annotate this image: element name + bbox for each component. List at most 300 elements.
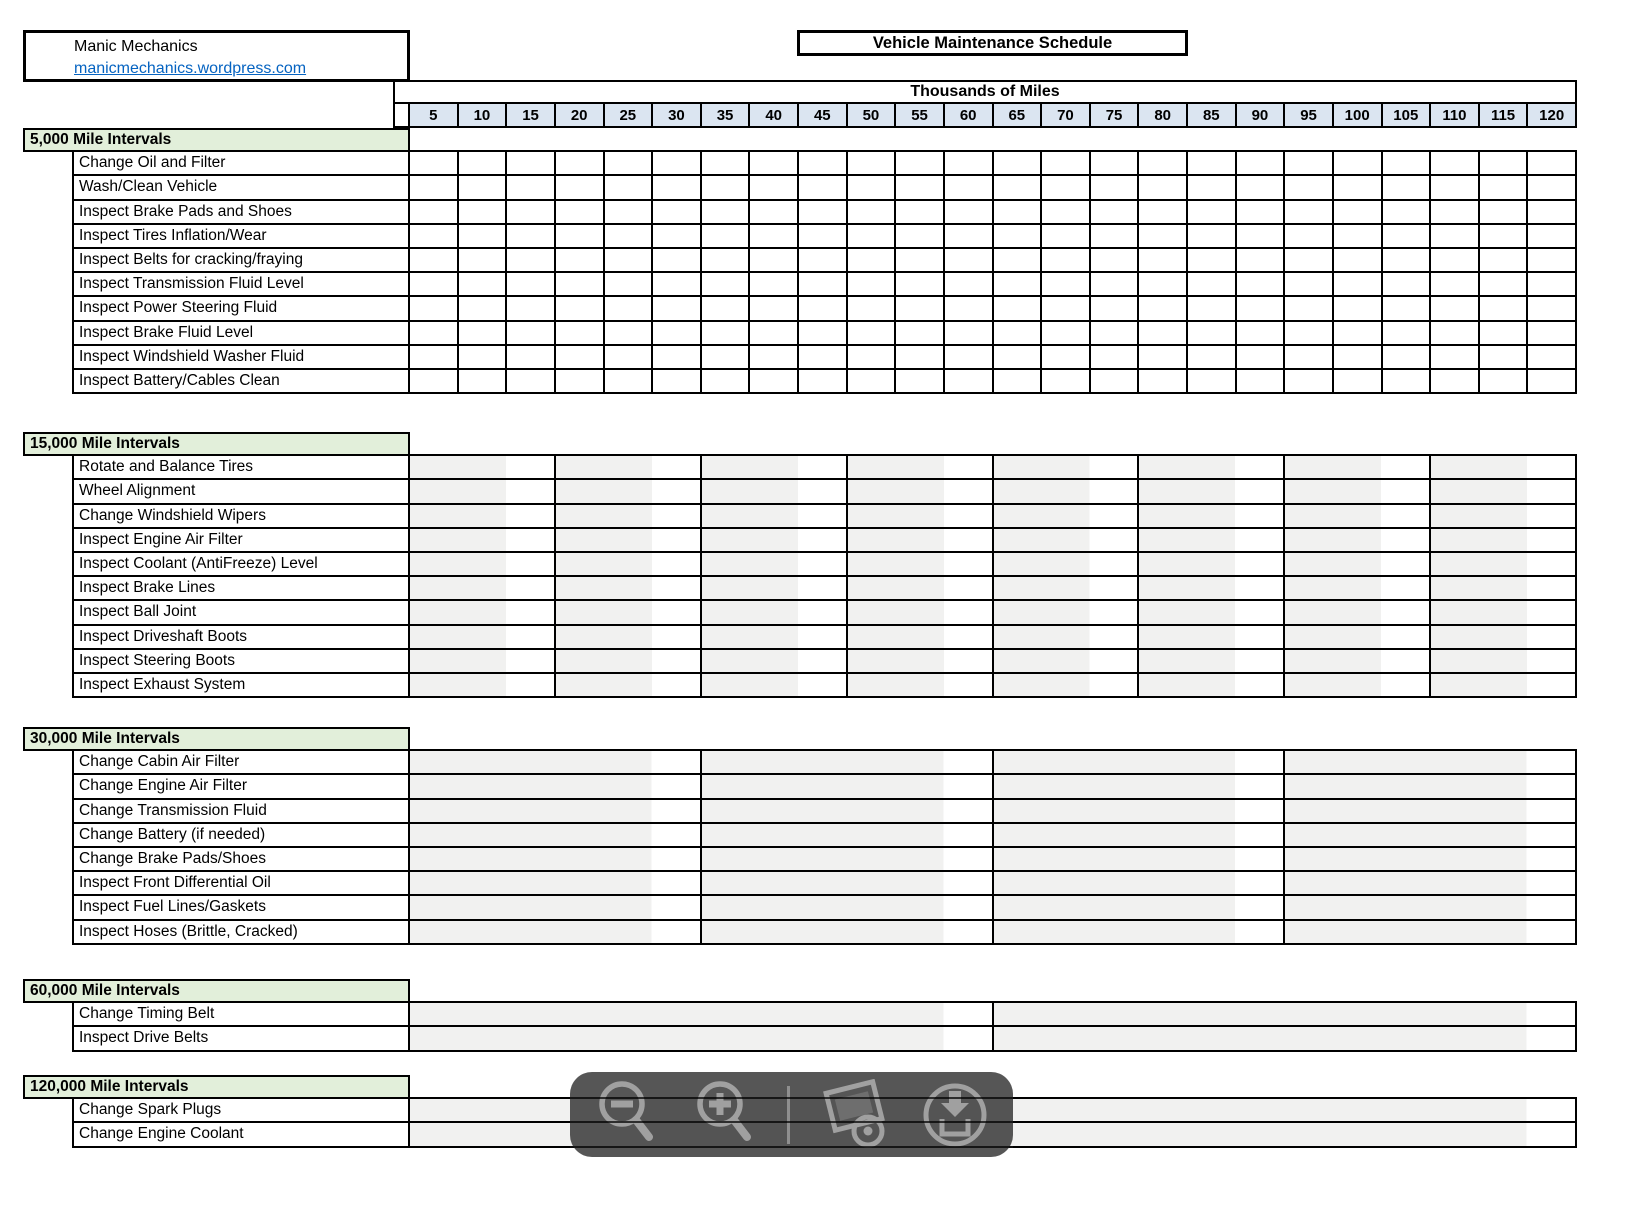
schedule-cell bbox=[945, 322, 994, 344]
schedule-cell bbox=[1431, 505, 1577, 527]
schedule-row-grid bbox=[410, 249, 1577, 271]
schedule-cell bbox=[410, 480, 556, 502]
schedule-cell bbox=[994, 921, 1286, 943]
schedule-cell bbox=[1139, 322, 1188, 344]
schedule-cell bbox=[605, 370, 654, 392]
page-title: Vehicle Maintenance Schedule bbox=[797, 30, 1188, 56]
schedule-cell bbox=[1091, 322, 1140, 344]
task-label: Inspect Driveshaft Boots bbox=[72, 626, 410, 648]
schedule-cell bbox=[1285, 456, 1431, 478]
schedule-cell bbox=[410, 297, 459, 319]
schedule-row-grid bbox=[410, 176, 1577, 198]
schedule-cell bbox=[799, 297, 848, 319]
schedule-cell bbox=[410, 848, 702, 870]
task-row bbox=[72, 626, 1577, 650]
schedule-cell bbox=[702, 800, 994, 822]
schedule-cell bbox=[1480, 201, 1529, 223]
task-row bbox=[72, 225, 1577, 249]
task-label: Rotate and Balance Tires bbox=[72, 456, 410, 478]
schedule-cell bbox=[1334, 370, 1383, 392]
schedule-cell bbox=[750, 201, 799, 223]
task-row bbox=[72, 346, 1577, 370]
schedule-cell bbox=[799, 370, 848, 392]
schedule-cell bbox=[1285, 505, 1431, 527]
schedule-cell bbox=[1480, 322, 1529, 344]
section-rows bbox=[72, 150, 1577, 394]
task-label: Inspect Brake Fluid Level bbox=[72, 322, 410, 344]
schedule-cell bbox=[848, 456, 994, 478]
schedule-cell bbox=[1285, 650, 1431, 672]
schedule-cell bbox=[1091, 346, 1140, 368]
schedule-cell bbox=[848, 650, 994, 672]
schedule-cell bbox=[896, 249, 945, 271]
schedule-cell bbox=[410, 249, 459, 271]
mile-column-header: 15 bbox=[507, 104, 556, 126]
task-label: Change Battery (if needed) bbox=[72, 824, 410, 846]
schedule-cell bbox=[410, 751, 702, 773]
task-row bbox=[72, 775, 1577, 799]
schedule-cell bbox=[410, 896, 702, 918]
schedule-cell bbox=[848, 152, 897, 174]
schedule-cell bbox=[1237, 201, 1286, 223]
schedule-cell bbox=[1528, 322, 1577, 344]
schedule-cell bbox=[459, 225, 508, 247]
schedule-cell bbox=[1334, 225, 1383, 247]
schedule-cell bbox=[410, 273, 459, 295]
mile-column-header: 85 bbox=[1188, 104, 1237, 126]
schedule-cell bbox=[1188, 176, 1237, 198]
schedule-cell bbox=[1285, 848, 1577, 870]
schedule-cell bbox=[799, 249, 848, 271]
schedule-cell bbox=[1431, 650, 1577, 672]
task-label: Wash/Clean Vehicle bbox=[72, 176, 410, 198]
schedule-cell bbox=[1091, 370, 1140, 392]
section-header: 60,000 Mile Intervals bbox=[23, 979, 410, 1003]
schedule-cell bbox=[702, 824, 994, 846]
schedule-cell bbox=[1285, 297, 1334, 319]
schedule-cell bbox=[1139, 601, 1285, 623]
schedule-row-grid bbox=[410, 674, 1577, 696]
schedule-cell bbox=[702, 273, 751, 295]
schedule-cell bbox=[1188, 370, 1237, 392]
schedule-row-grid bbox=[410, 456, 1577, 478]
mile-column-header: 60 bbox=[945, 104, 994, 126]
schedule-cell bbox=[896, 370, 945, 392]
schedule-cell bbox=[653, 152, 702, 174]
schedule-cell bbox=[1188, 273, 1237, 295]
schedule-cell bbox=[994, 322, 1043, 344]
task-row bbox=[72, 751, 1577, 775]
schedule-cell bbox=[410, 650, 556, 672]
schedule-cell bbox=[410, 674, 556, 696]
schedule-cell bbox=[410, 505, 556, 527]
schedule-cell bbox=[1431, 176, 1480, 198]
schedule-cell bbox=[848, 273, 897, 295]
schedule-cell bbox=[653, 249, 702, 271]
schedule-cell bbox=[945, 201, 994, 223]
schedule-cell bbox=[994, 775, 1286, 797]
schedule-cell bbox=[994, 674, 1140, 696]
schedule-cell bbox=[605, 322, 654, 344]
schedule-cell bbox=[605, 176, 654, 198]
schedule-cell bbox=[1042, 249, 1091, 271]
task-label: Inspect Power Steering Fluid bbox=[72, 297, 410, 319]
schedule-cell bbox=[1480, 346, 1529, 368]
task-label: Inspect Engine Air Filter bbox=[72, 529, 410, 551]
schedule-row-grid bbox=[410, 322, 1577, 344]
schedule-cell bbox=[1383, 176, 1432, 198]
schedule-cell bbox=[605, 346, 654, 368]
schedule-cell bbox=[507, 152, 556, 174]
schedule-cell bbox=[1139, 201, 1188, 223]
schedule-cell bbox=[459, 249, 508, 271]
schedule-cell bbox=[994, 601, 1140, 623]
task-label: Inspect Brake Lines bbox=[72, 577, 410, 599]
schedule-cell bbox=[410, 577, 556, 599]
schedule-cell bbox=[994, 249, 1043, 271]
task-row bbox=[72, 370, 1577, 394]
schedule-cell bbox=[556, 553, 702, 575]
schedule-cell bbox=[750, 176, 799, 198]
schedule-cell bbox=[410, 176, 459, 198]
schedule-cell bbox=[896, 297, 945, 319]
schedule-cell bbox=[1431, 225, 1480, 247]
schedule-cell bbox=[1528, 346, 1577, 368]
schedule-cell bbox=[1528, 152, 1577, 174]
schedule-cell bbox=[702, 921, 994, 943]
schedule-cell bbox=[945, 225, 994, 247]
schedule-cell bbox=[848, 601, 994, 623]
schedule-cell bbox=[459, 297, 508, 319]
mile-column-header: 50 bbox=[848, 104, 897, 126]
schedule-cell bbox=[848, 626, 994, 648]
task-label: Inspect Tires Inflation/Wear bbox=[72, 225, 410, 247]
zoom-out-icon[interactable] bbox=[592, 1076, 664, 1154]
schedule-cell bbox=[1431, 601, 1577, 623]
schedule-cell bbox=[507, 176, 556, 198]
grid-line-over-toolbar bbox=[570, 1097, 1013, 1099]
schedule-cell bbox=[702, 456, 848, 478]
schedule-row-grid bbox=[410, 529, 1577, 551]
schedule-cell bbox=[1285, 872, 1577, 894]
schedule-cell bbox=[1383, 273, 1432, 295]
schedule-cell bbox=[459, 322, 508, 344]
task-row bbox=[72, 601, 1577, 625]
schedule-cell bbox=[896, 273, 945, 295]
schedule-cell bbox=[994, 297, 1043, 319]
schedule-cell bbox=[410, 872, 702, 894]
schedule-cell bbox=[1091, 225, 1140, 247]
schedule-cell bbox=[1042, 201, 1091, 223]
schedule-cell bbox=[702, 297, 751, 319]
schedule-cell bbox=[994, 1003, 1578, 1025]
schedule-cell bbox=[1431, 577, 1577, 599]
schedule-cell bbox=[896, 152, 945, 174]
schedule-row-grid bbox=[410, 201, 1577, 223]
schedule-cell bbox=[653, 370, 702, 392]
schedule-cell bbox=[994, 896, 1286, 918]
schedule-cell bbox=[750, 370, 799, 392]
task-label: Inspect Ball Joint bbox=[72, 601, 410, 623]
schedule-cell bbox=[1091, 176, 1140, 198]
schedule-cell bbox=[994, 152, 1043, 174]
grid-line-over-toolbar bbox=[570, 1146, 1013, 1148]
schedule-cell bbox=[848, 201, 897, 223]
task-row bbox=[72, 848, 1577, 872]
schedule-cell bbox=[994, 577, 1140, 599]
schedule-cell bbox=[848, 370, 897, 392]
schedule-cell bbox=[556, 456, 702, 478]
schedule-cell bbox=[1188, 152, 1237, 174]
task-row bbox=[72, 152, 1577, 176]
schedule-cell bbox=[945, 370, 994, 392]
schedule-row-grid bbox=[410, 896, 1577, 918]
schedule-cell bbox=[1139, 152, 1188, 174]
schedule-cell bbox=[750, 225, 799, 247]
task-label: Change Engine Coolant bbox=[72, 1123, 410, 1145]
task-label: Change Cabin Air Filter bbox=[72, 751, 410, 773]
download-icon[interactable] bbox=[919, 1079, 991, 1151]
schedule-cell bbox=[410, 529, 556, 551]
schedule-row-grid bbox=[410, 824, 1577, 846]
schedule-cell bbox=[410, 921, 702, 943]
schedule-cell bbox=[653, 297, 702, 319]
schedule-cell bbox=[945, 297, 994, 319]
schedule-cell bbox=[702, 848, 994, 870]
schedule-cell bbox=[702, 322, 751, 344]
schedule-cell bbox=[556, 176, 605, 198]
schedule-cell bbox=[1139, 370, 1188, 392]
schedule-cell bbox=[1237, 322, 1286, 344]
schedule-row-grid bbox=[410, 297, 1577, 319]
mile-column-header: 100 bbox=[1334, 104, 1383, 126]
company-link[interactable]: manicmechanics.wordpress.com bbox=[74, 60, 307, 77]
schedule-cell bbox=[1139, 626, 1285, 648]
schedule-cell bbox=[702, 577, 848, 599]
task-label: Inspect Transmission Fluid Level bbox=[72, 273, 410, 295]
miles-axis-title: Thousands of Miles bbox=[393, 80, 1577, 104]
schedule-cell bbox=[1188, 346, 1237, 368]
schedule-cell bbox=[994, 626, 1140, 648]
schedule-cell bbox=[1139, 176, 1188, 198]
schedule-cell bbox=[1334, 201, 1383, 223]
schedule-cell bbox=[410, 800, 702, 822]
task-label: Change Windshield Wipers bbox=[72, 505, 410, 527]
schedule-cell bbox=[896, 201, 945, 223]
mile-column-header: 45 bbox=[799, 104, 848, 126]
schedule-cell bbox=[1285, 626, 1431, 648]
schedule-cell bbox=[1431, 674, 1577, 696]
schedule-cell bbox=[1334, 322, 1383, 344]
schedule-cell bbox=[750, 322, 799, 344]
schedule-cell bbox=[1334, 273, 1383, 295]
schedule-cell bbox=[459, 201, 508, 223]
schedule-cell bbox=[994, 370, 1043, 392]
schedule-cell bbox=[1139, 553, 1285, 575]
schedule-cell bbox=[1091, 249, 1140, 271]
schedule-cell bbox=[848, 322, 897, 344]
schedule-cell bbox=[1480, 152, 1529, 174]
mile-column-header: 30 bbox=[653, 104, 702, 126]
schedule-cell bbox=[1139, 297, 1188, 319]
zoom-in-icon[interactable] bbox=[690, 1076, 762, 1154]
schedule-cell bbox=[702, 553, 848, 575]
schedule-cell bbox=[556, 505, 702, 527]
task-row bbox=[72, 176, 1577, 200]
task-row bbox=[72, 480, 1577, 504]
schedule-cell bbox=[1480, 297, 1529, 319]
schedule-cell bbox=[750, 152, 799, 174]
schedule-cell bbox=[653, 176, 702, 198]
schedule-cell bbox=[1480, 370, 1529, 392]
schedule-cell bbox=[507, 322, 556, 344]
schedule-row-grid bbox=[410, 1003, 1577, 1025]
schedule-cell bbox=[1285, 346, 1334, 368]
schedule-cell bbox=[945, 346, 994, 368]
task-row bbox=[72, 650, 1577, 674]
task-label: Inspect Battery/Cables Clean bbox=[72, 370, 410, 392]
schedule-cell bbox=[848, 176, 897, 198]
task-label: Inspect Fuel Lines/Gaskets bbox=[72, 896, 410, 918]
mile-column-header: 110 bbox=[1431, 104, 1480, 126]
schedule-row-grid bbox=[410, 800, 1577, 822]
schedule-cell bbox=[702, 346, 751, 368]
mile-column-headers bbox=[393, 104, 1577, 128]
schedule-row-grid bbox=[410, 577, 1577, 599]
schedule-cell bbox=[410, 201, 459, 223]
schedule-cell bbox=[459, 152, 508, 174]
schedule-cell bbox=[702, 152, 751, 174]
task-label: Wheel Alignment bbox=[72, 480, 410, 502]
schedule-cell bbox=[1285, 775, 1577, 797]
schedule-cell bbox=[994, 824, 1286, 846]
task-label: Change Timing Belt bbox=[72, 1003, 410, 1025]
schedule-cell bbox=[605, 297, 654, 319]
task-label: Change Spark Plugs bbox=[72, 1099, 410, 1121]
schedule-cell bbox=[1285, 370, 1334, 392]
task-row bbox=[72, 297, 1577, 321]
schedule-cell bbox=[1431, 201, 1480, 223]
schedule-cell bbox=[799, 152, 848, 174]
schedule-cell bbox=[556, 577, 702, 599]
mile-column-header: 25 bbox=[605, 104, 654, 126]
schedule-cell bbox=[507, 273, 556, 295]
schedule-cell bbox=[1285, 249, 1334, 271]
task-row bbox=[72, 921, 1577, 945]
schedule-cell bbox=[1480, 273, 1529, 295]
schedule-cell bbox=[1139, 577, 1285, 599]
schedule-cell bbox=[1431, 322, 1480, 344]
section-rows bbox=[72, 1001, 1577, 1051]
task-row bbox=[72, 322, 1577, 346]
task-label: Inspect Hoses (Brittle, Cracked) bbox=[72, 921, 410, 943]
schedule-cell bbox=[556, 201, 605, 223]
schedule-cell bbox=[556, 650, 702, 672]
schedule-cell bbox=[750, 297, 799, 319]
schedule-cell bbox=[1334, 249, 1383, 271]
schedule-cell bbox=[1334, 176, 1383, 198]
schedule-cell bbox=[1431, 152, 1480, 174]
schedule-cell bbox=[848, 249, 897, 271]
schedule-cell bbox=[945, 152, 994, 174]
schedule-cell bbox=[702, 896, 994, 918]
schedule-cell bbox=[605, 201, 654, 223]
schedule-cell bbox=[556, 297, 605, 319]
mile-column-header: 95 bbox=[1285, 104, 1334, 126]
schedule-cell bbox=[896, 225, 945, 247]
schedule-cell bbox=[799, 322, 848, 344]
section-header: 15,000 Mile Intervals bbox=[23, 432, 410, 456]
schedule-cell bbox=[410, 824, 702, 846]
snapshot-icon[interactable] bbox=[816, 1079, 894, 1151]
schedule-cell bbox=[750, 346, 799, 368]
schedule-cell bbox=[994, 456, 1140, 478]
schedule-cell bbox=[799, 346, 848, 368]
task-row bbox=[72, 1027, 1577, 1051]
schedule-cell bbox=[556, 152, 605, 174]
schedule-cell bbox=[702, 872, 994, 894]
schedule-cell bbox=[1188, 322, 1237, 344]
schedule-cell bbox=[459, 273, 508, 295]
schedule-cell bbox=[1431, 297, 1480, 319]
schedule-cell bbox=[1139, 674, 1285, 696]
schedule-cell bbox=[702, 370, 751, 392]
schedule-cell bbox=[1139, 505, 1285, 527]
schedule-cell bbox=[1285, 480, 1431, 502]
schedule-cell bbox=[1285, 176, 1334, 198]
schedule-cell bbox=[1431, 370, 1480, 392]
mile-column-header: 35 bbox=[702, 104, 751, 126]
section-rows bbox=[72, 749, 1577, 945]
grid-line-over-toolbar bbox=[570, 1121, 1013, 1123]
schedule-cell bbox=[410, 225, 459, 247]
schedule-cell bbox=[653, 273, 702, 295]
toolbar-divider bbox=[787, 1086, 790, 1144]
schedule-cell bbox=[1042, 176, 1091, 198]
schedule-cell bbox=[1091, 297, 1140, 319]
schedule-cell bbox=[1528, 201, 1577, 223]
schedule-cell bbox=[556, 626, 702, 648]
schedule-cell bbox=[410, 1003, 994, 1025]
schedule-cell bbox=[702, 480, 848, 502]
task-label: Inspect Front Differential Oil bbox=[72, 872, 410, 894]
schedule-cell bbox=[1091, 273, 1140, 295]
schedule-cell bbox=[994, 273, 1043, 295]
schedule-row-grid bbox=[410, 775, 1577, 797]
schedule-cell bbox=[1480, 225, 1529, 247]
schedule-cell bbox=[848, 577, 994, 599]
schedule-cell bbox=[1042, 297, 1091, 319]
schedule-cell bbox=[1042, 322, 1091, 344]
schedule-cell bbox=[507, 370, 556, 392]
schedule-cell bbox=[1237, 152, 1286, 174]
section-header: 5,000 Mile Intervals bbox=[23, 128, 410, 152]
schedule-cell bbox=[702, 775, 994, 797]
schedule-cell bbox=[1383, 152, 1432, 174]
schedule-cell bbox=[702, 249, 751, 271]
schedule-cell bbox=[1237, 273, 1286, 295]
schedule-cell bbox=[1042, 152, 1091, 174]
schedule-row-grid bbox=[410, 225, 1577, 247]
schedule-cell bbox=[1285, 896, 1577, 918]
viewer-toolbar bbox=[570, 1072, 1013, 1157]
schedule-cell bbox=[1383, 370, 1432, 392]
task-row bbox=[72, 674, 1577, 698]
schedule-cell bbox=[1237, 225, 1286, 247]
schedule-cell bbox=[1042, 370, 1091, 392]
section-rows bbox=[72, 454, 1577, 698]
task-row bbox=[72, 872, 1577, 896]
